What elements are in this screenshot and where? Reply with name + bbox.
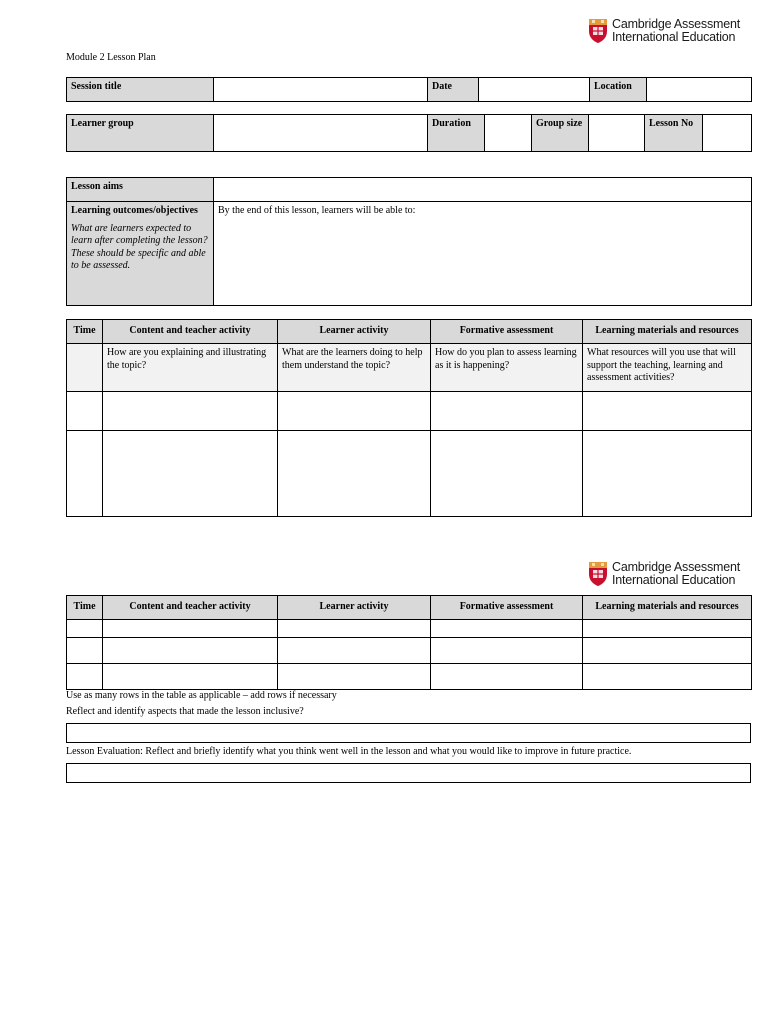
logo-line-1: Cambridge Assessment: [612, 17, 741, 31]
session-title-field[interactable]: [214, 78, 428, 102]
logo-line-2: International Education: [612, 30, 736, 44]
table-row: [67, 664, 752, 690]
header-time: Time: [67, 596, 103, 620]
header-content: Content and teacher activity: [103, 320, 278, 344]
date-field[interactable]: [479, 78, 590, 102]
header-time: Time: [67, 320, 103, 344]
header-learner: Learner activity: [278, 596, 431, 620]
table-row: [67, 638, 752, 664]
activity-table-1: [66, 319, 752, 517]
learner-group-label: Learner group: [67, 115, 214, 152]
cambridge-logo: [588, 18, 740, 44]
logo-line-2: International Education: [612, 573, 736, 587]
activity-header-row: [67, 596, 752, 620]
aims-table: [66, 177, 752, 306]
outcomes-note: What are learners expected to learn after completing the lesson? These should be specific and able to be assessed.: [71, 222, 208, 271]
learner-group-table: [66, 114, 752, 152]
lesson-no-label: Lesson No: [645, 115, 703, 152]
group-size-field[interactable]: [589, 115, 645, 152]
prompt-row: [67, 344, 752, 392]
header-materials: Learning materials and resources: [583, 596, 752, 620]
header-formative: Formative assessment: [431, 320, 583, 344]
learner-group-field[interactable]: [214, 115, 428, 152]
table-row: [67, 431, 752, 517]
cambridge-shield-icon: [588, 18, 608, 44]
header-learner: Learner activity: [278, 320, 431, 344]
module-title: Module 2 Lesson Plan: [66, 52, 156, 63]
duration-label: Duration: [428, 115, 485, 152]
activity-table-2: [66, 595, 752, 690]
lesson-aims-label: Lesson aims: [67, 178, 214, 202]
header-materials: Learning materials and resources: [583, 320, 752, 344]
table-row: [67, 392, 752, 431]
date-label: Date: [428, 78, 479, 102]
duration-field[interactable]: [485, 115, 532, 152]
session-table: [66, 77, 752, 102]
prompt-materials[interactable]: What resources will you use that will support the teaching, learning and assessment activities?: [583, 344, 752, 392]
outcomes-field[interactable]: By the end of this lesson, learners will be able to:: [214, 202, 752, 306]
inclusive-field[interactable]: [66, 723, 751, 743]
cambridge-logo-2: [588, 561, 740, 587]
activity-header-row: [67, 320, 752, 344]
header-content: Content and teacher activity: [103, 596, 278, 620]
session-title-label: Session title: [67, 78, 214, 102]
table-row: [67, 620, 752, 638]
header-formative: Formative assessment: [431, 596, 583, 620]
cambridge-shield-icon: [588, 561, 608, 587]
inclusive-prompt: Reflect and identify aspects that made the lesson inclusive?: [66, 706, 304, 717]
lesson-no-field[interactable]: [703, 115, 752, 152]
prompt-learner[interactable]: What are the learners doing to help them understand the topic?: [278, 344, 431, 392]
evaluation-field[interactable]: [66, 763, 751, 783]
logo-line-1: Cambridge Assessment: [612, 560, 741, 574]
prompt-content[interactable]: How are you explaining and illustrating the topic?: [103, 344, 278, 392]
lesson-aims-field[interactable]: [214, 178, 752, 202]
rows-note: Use as many rows in the table as applicable – add rows if necessary: [66, 690, 337, 701]
prompt-formative[interactable]: How do you plan to assess learning as it is happening?: [431, 344, 583, 392]
group-size-label: Group size: [532, 115, 589, 152]
prompt-time[interactable]: [67, 344, 103, 392]
outcomes-label-cell: [67, 202, 214, 306]
evaluation-prompt: Lesson Evaluation: Reflect and briefly identify what you think went well in the lesson and what you would like to improve in future practice.: [66, 746, 632, 757]
location-label: Location: [590, 78, 647, 102]
location-field[interactable]: [647, 78, 752, 102]
outcomes-label: Learning outcomes/objectives: [71, 205, 198, 216]
